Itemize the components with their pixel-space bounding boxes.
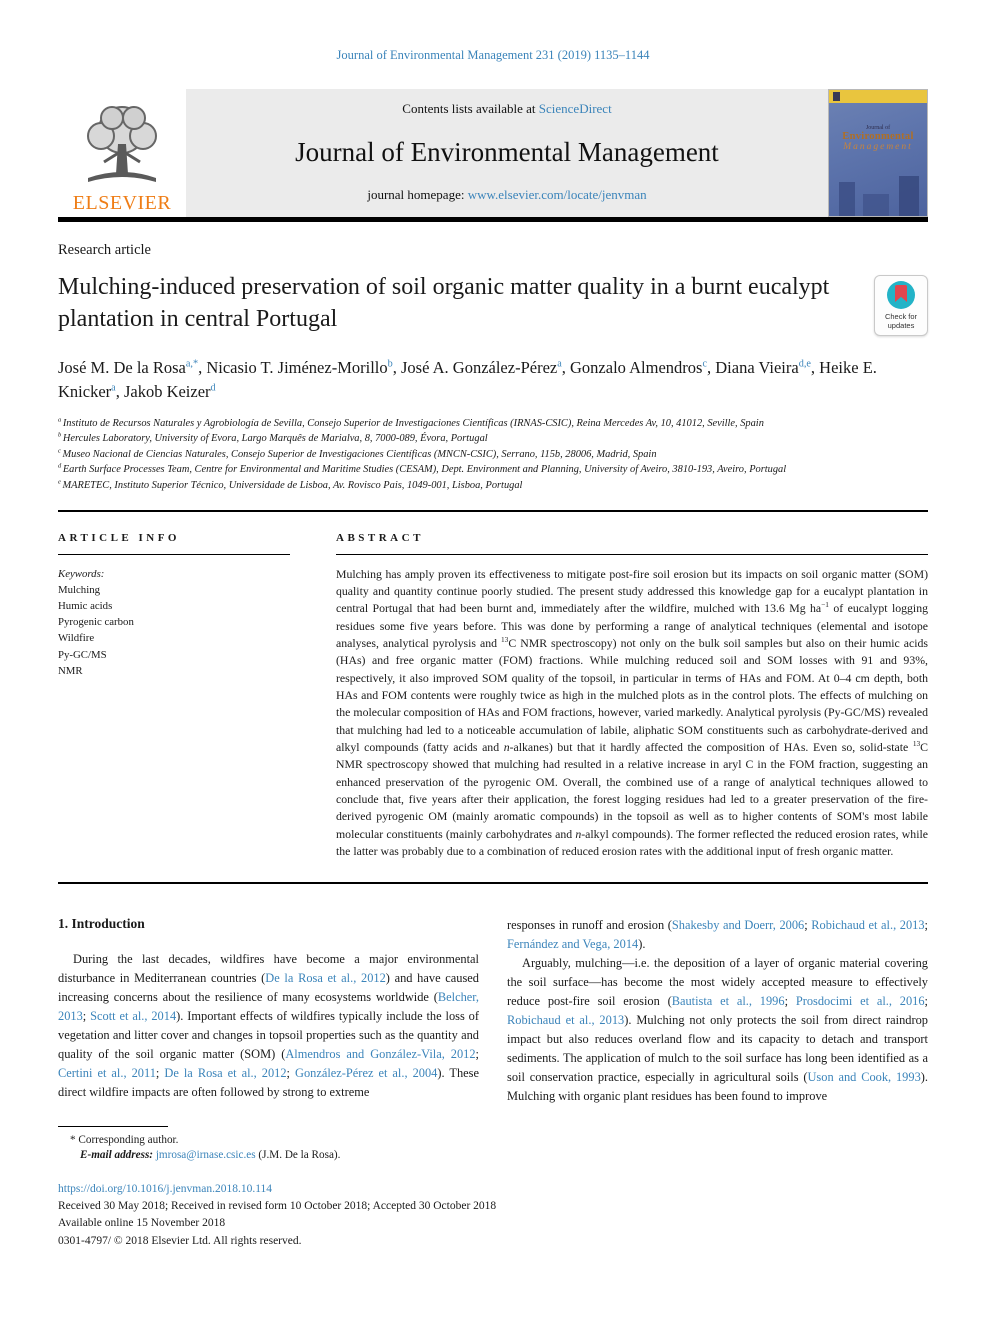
text-segment: Earth Surface Processes Team, Centre for Environmental and Maritime Studies (CESAM), Dept. Environment and Planning, University of Aveiro, 3810-193, Aveiro, Portugal (62, 464, 787, 476)
affiliation-b (58, 431, 848, 447)
text-segment: José M. De la Rosa (58, 357, 186, 377)
inline-link[interactable]: Uson and Cook, 1993 (807, 1070, 921, 1084)
running-head-citation: Journal of Environmental Management 231 (2019) 1135–1144 (336, 48, 650, 62)
inline-link[interactable]: Shakesby and Doerr, 2006 (671, 918, 805, 933)
text-segment: -alkyl compounds). The former reflected the reduced erosion rates, while the latter was probably due to a combination of reduced erosion rates with the additional input of fresh organic matter. (336, 826, 928, 858)
abstract-rule (336, 554, 928, 555)
text-segment: Museo Nacional de Ciencias Naturales, Consejo Superior de Investigaciones Científicas (MNCN-CSIC), Serrano, 115b, 28006, Madrid, Spain (62, 448, 657, 460)
introduction-heading: 1. Introduction (58, 916, 145, 932)
text-segment: , Diana Vieira (707, 357, 799, 377)
keywords-label: Keywords: (58, 567, 105, 580)
text-segment: ). These direct wildfire impacts are often followed by strong to extreme (58, 1066, 480, 1100)
inline-link[interactable]: Belcher, 2013 (58, 990, 479, 1024)
text-segment: C NMR spectroscopy showed that mulching had resulted in a relative increase in aryl C in the FOM fraction, suggesting an enhanced preservation of the pyrogenic OM. Overall, the combined use of a range of analytical techniques allowed to conclude that, five years after their application, the forest logging residues had led to a greater preservation of the fire-derived pyrogenic OM (mainly aromatic compounds) in the topsoil as well as to higher contents of SOM's most labile molecular constituents (mainly carbohydrates and (336, 739, 929, 841)
masthead (58, 89, 928, 217)
text-segment: MARETEC, Instituto Superior Técnico, Universidade de Lisboa, Av. Rovisco Pais, 1049-001, Lisboa, Portugal (62, 480, 523, 492)
text-segment: n (575, 826, 582, 841)
text-segment: ; (475, 1047, 479, 1062)
intro-left-column (58, 916, 479, 1106)
keyword-humic-acids: Humic acids (58, 600, 113, 613)
elsevier-tree-icon (74, 100, 170, 192)
text-segment: E-mail address: (80, 1148, 156, 1161)
inline-link[interactable]: González-Pérez et al., 2004 (295, 1066, 438, 1081)
journal-cover-thumbnail[interactable] (828, 89, 928, 217)
text-segment: 13 (501, 635, 509, 645)
text-segment: ). Important effects of wildfires typically include the loss of vegetation and litter cover and changes in topsoil properties such as the quantity and quality of the soil organic matter (SOM) ( (58, 1009, 479, 1062)
intro-right-column (507, 916, 928, 1106)
text-segment: a (58, 416, 63, 424)
text-segment: -alkanes) but that it hardly affected the composition of HAs. Even so, solid-state (509, 739, 913, 754)
bookmark-icon (895, 285, 907, 302)
inline-link[interactable]: Certini et al., 2011 (58, 1066, 156, 1081)
text-segment: ; (82, 1009, 91, 1024)
inline-link[interactable]: a,* (185, 358, 199, 370)
inline-link[interactable]: jmrosa@irnase.csic.es (155, 1148, 256, 1161)
check-for-updates-badge[interactable] (874, 275, 928, 336)
inline-link[interactable]: Robichaud et al., 2013 (811, 918, 925, 933)
text-segment: 13 (912, 739, 921, 749)
abstract-text (336, 566, 928, 861)
keyword-wildfire: Wildfire (58, 632, 95, 645)
cover-art (829, 170, 927, 216)
elsevier-logo[interactable] (58, 89, 186, 217)
text-segment: e (58, 478, 63, 486)
homepage-prefix: journal homepage: (367, 187, 468, 202)
inline-link[interactable]: De la Rosa et al., 2012 (164, 1066, 287, 1081)
intro-paragraph-1 (58, 950, 479, 1102)
text-segment: −1 (821, 600, 829, 610)
homepage-line (196, 187, 818, 203)
text-segment: , Gonzalo Almendros (561, 357, 703, 377)
text-segment: ). Mulching with organic plant residues has been found to improve (507, 1070, 928, 1103)
article-type-label: Research article (58, 242, 151, 258)
abstract-heading: ABSTRACT (336, 531, 424, 544)
footnote-rule (58, 1126, 168, 1127)
inline-link[interactable]: Scott et al., 2014 (90, 1009, 177, 1024)
text-segment: responses in runoff and erosion ( (507, 918, 672, 933)
inline-link[interactable]: Bautista et al., 1996 (671, 994, 785, 1009)
text-segment: Mulching has amply proven its effectiveness to mitigate post-fire soil erosion but its impacts on soil organic matter (SOM) quality and quantity continue poorly studied. The present study addressed this knowledge gap for a eucalypt plantation in central Portugal that had been burnt and, immediately after the wildfire, mulched with 13.6 Mg ha (336, 566, 928, 616)
keyword-nmr: NMR (58, 664, 83, 677)
affiliation-a (58, 416, 848, 432)
keyword-py-gc-ms: Py-GC/MS (58, 648, 107, 661)
contents-line (196, 101, 818, 117)
text-segment: (J.M. De la Rosa). (255, 1148, 341, 1161)
text-segment: ; (804, 918, 812, 933)
cover-top-band (829, 90, 927, 103)
inline-link[interactable]: Fernández and Vega, 2014 (507, 937, 639, 952)
article-info-column (58, 532, 290, 861)
text-segment: ) and have caused increasing concerns about the resilience of many ecosystems worldwide ( (58, 971, 479, 1005)
inline-link[interactable]: Prosdocimi et al., 2016 (795, 994, 925, 1009)
cover-environmental: Environmental (842, 131, 914, 142)
check-updates-icon (887, 281, 915, 309)
cover-management: Management (843, 142, 913, 152)
text-segment: ; (924, 918, 928, 933)
cover-emblem-icon (833, 92, 840, 101)
text-segment: , Jakob Keizer (115, 381, 211, 401)
affiliation-list (58, 416, 848, 494)
text-segment: d (58, 462, 63, 470)
doi-link[interactable]: https://doi.org/10.1016/j.jenvman.2018.10.114 (58, 1182, 273, 1195)
inline-link[interactable]: Robichaud et al., 2013 (507, 1013, 625, 1028)
journal-title: Journal of Environmental Management (295, 136, 719, 167)
inline-link[interactable]: a (557, 358, 562, 370)
text-segment: ). (638, 937, 646, 952)
article-info-heading: ARTICLE INFO (58, 531, 180, 544)
keyword-mulching: Mulching (58, 583, 100, 596)
email-line (58, 1149, 928, 1161)
sciencedirect-link[interactable]: ScienceDirect (538, 101, 612, 116)
copyright-line: 0301-4797/ © 2018 Elsevier Ltd. All rights reserved. (58, 1234, 302, 1247)
available-online: Available online 15 November 2018 (58, 1217, 226, 1230)
journal-homepage-link[interactable]: www.elsevier.com/locate/jenvman (467, 187, 647, 202)
text-segment: b (58, 431, 63, 439)
contents-prefix: Contents lists available at (402, 101, 539, 116)
journal-banner (186, 89, 828, 217)
text-segment: n (503, 739, 510, 754)
affiliation-e (58, 478, 848, 494)
text-segment: ; (286, 1066, 296, 1081)
intro-paragraph-2 (507, 954, 928, 1106)
inline-link[interactable]: b (387, 358, 393, 370)
text-segment: c (58, 447, 63, 455)
text-segment: C NMR spectroscopy) not only on the bulk soil samples but also on their humic acids (HAs) and free organic matter (FOM) fractions. While mulching reduced soil and SOM losses with 91 and 93%, respectively, it also improved SOM quality of the topsoil, in particular in terms of HAs and FOM. At 0–4 cm depth, both HAs and FOM contents were roughly twice as high in the mulched plots as in the control plots. The effects of mulching on the molecular composition of HAs and FOM fractions, however, varied markedly. Analytical pyrolysis (Py-GC/MS) revealed that mulching had led to a noticeable accumulation of labile, aliphatic SOM constituents such as carbohydrate-derived and alkyl compounds (fatty acids and (336, 635, 928, 754)
text-segment: Arguably, mulching—i.e. the deposition of a layer of organic material covering the soil surface—has become the most widely accepted measure to effectively reduce post-fire soil erosion ( (507, 956, 928, 1009)
article-info-rule (58, 554, 290, 555)
check-updates-line1: Check for (884, 312, 918, 321)
affiliation-d (58, 462, 848, 478)
abstract-column (336, 532, 928, 861)
text-segment: Instituto de Recursos Naturales y Agrobiología de Sevilla, Consejo Superior de Investigaciones Científicas (IRNAS-CSIC), Reina Mercedes Av, 10, 41012, Seville, Spain (62, 417, 764, 429)
article-footer (58, 1181, 928, 1250)
text-segment: , Heike E. Knicker (58, 357, 877, 401)
inline-link[interactable]: c (702, 358, 707, 370)
intro-paragraph-1-continued (507, 916, 928, 954)
inline-link[interactable]: a (111, 382, 116, 394)
author-list (58, 356, 878, 404)
text-segment: ). Mulching not only protects the soil from direct raindrop impact but also reduces overland flow and its capacity to detach and transport sediments. The application of mulch to the soil surface has long been identified as a soil conservation practice, especially in agricultural soils ( (507, 1013, 928, 1084)
article-title: Mulching-induced preservation of soil organic matter quality in a burnt eucalypt plantation in central Portugal (58, 274, 830, 333)
text-segment: During the last decades, wildfires have become a major environmental disturbance in Mediterranean countries ( (58, 952, 479, 986)
check-updates-label (877, 312, 925, 331)
text-segment: , Nicasio T. Jiménez-Morillo (198, 357, 388, 377)
text-segment: ; (924, 994, 928, 1009)
text-segment: ; (155, 1066, 165, 1081)
inline-link[interactable]: De la Rosa et al., 2012 (265, 971, 386, 986)
received-dates: Received 30 May 2018; Received in revised form 10 October 2018; Accepted 30 October 2018 (58, 1200, 497, 1213)
inline-link[interactable]: d (210, 382, 216, 394)
elsevier-wordmark: ELSEVIER (72, 192, 172, 214)
footnote-block (58, 1126, 928, 1161)
affiliation-c (58, 447, 848, 463)
inline-link[interactable]: d,e (798, 358, 811, 370)
corresponding-author-note: * Corresponding author. (70, 1133, 179, 1146)
keyword-pyrogenic-carbon: Pyrogenic carbon (58, 616, 134, 629)
text-segment: ; (784, 994, 796, 1009)
inline-link[interactable]: Almendros and González-Vila, 2012 (285, 1047, 476, 1062)
text-segment: Hercules Laboratory, University of Evora, Largo Marquês de Marialva, 8, 7000-089, Évora, Portugal (62, 433, 488, 445)
check-updates-line2: updates (887, 321, 915, 331)
text-segment: , José A. González-Pérez (392, 357, 558, 377)
cover-journal-of: Journal of (865, 125, 891, 131)
masthead-divider (58, 217, 928, 222)
text-segment: of eucalypt logging residues some five years before. This was done by performing a range of analytical techniques (elemental and isotope analyses, analytical pyrolysis and (336, 601, 929, 650)
